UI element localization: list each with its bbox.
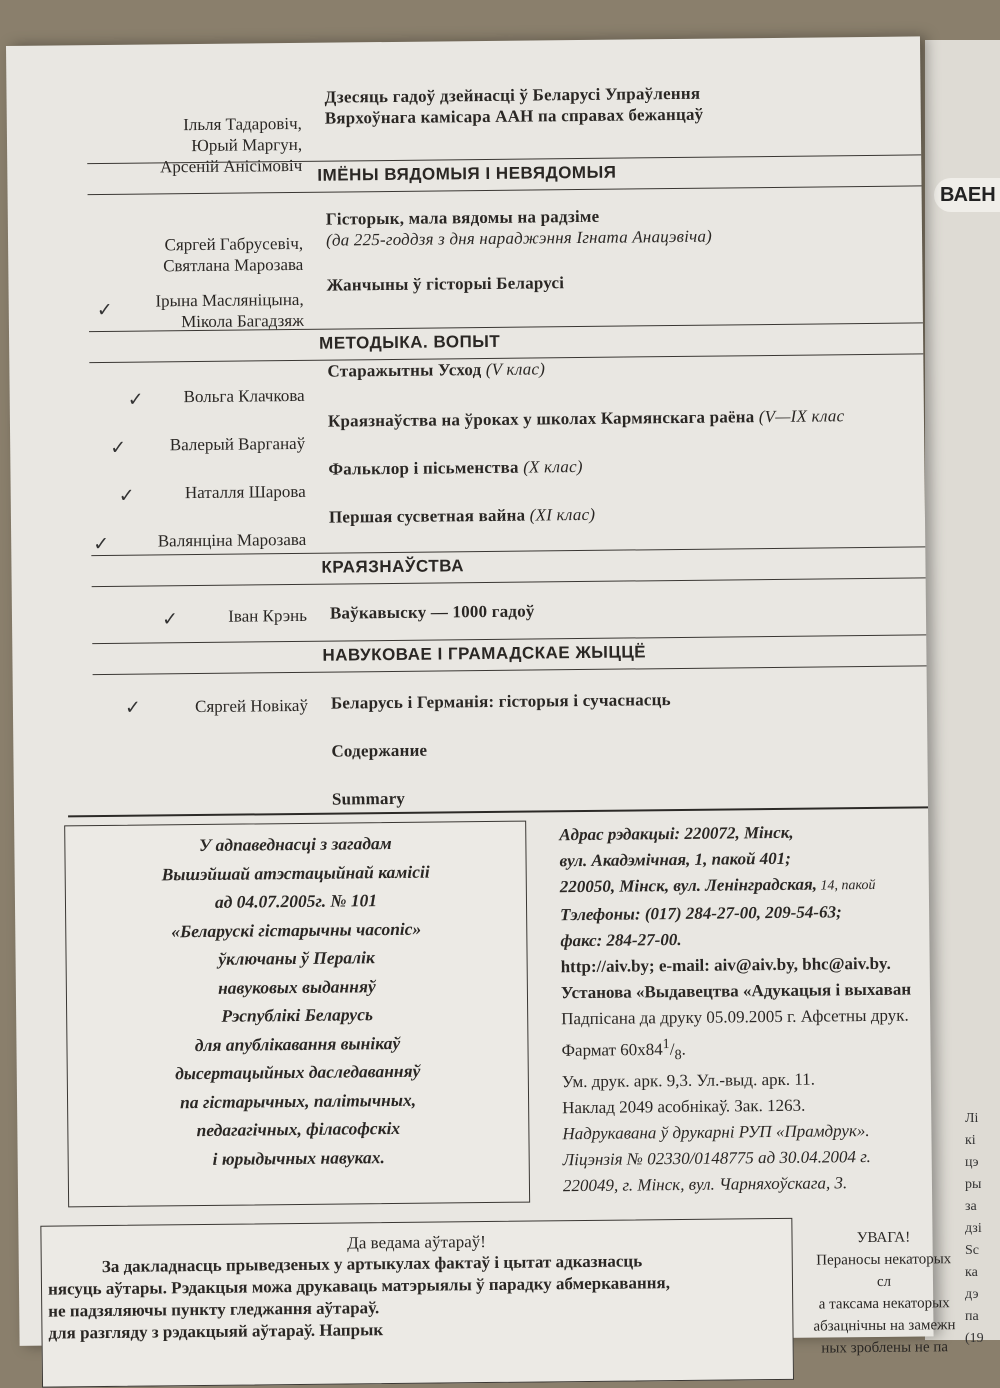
grade-note: (X клас) <box>523 456 583 477</box>
author-name: Наталля Шарова <box>184 481 306 503</box>
title-text: Старажытны Усход <box>327 360 482 381</box>
printing-address: 220049, г. Мінск, вул. Чарняхоўскага, 3. <box>562 1173 848 1196</box>
authors-notice-box <box>40 1218 794 1388</box>
notice-title: Да ведама аўтараў! <box>347 1232 487 1253</box>
entry-authors <box>88 233 303 277</box>
entry-title <box>326 205 712 251</box>
printing-house: Надрукавана ў друкарні РУП «Прамдрук». <box>562 1121 870 1144</box>
title-text: Краязнаўства на ўроках у школах Кармянскага раёна <box>327 407 755 431</box>
notice-text: для разгляду з рэдакцыяй аўтараў. Напрык <box>48 1320 384 1343</box>
format-sup: 1 <box>662 1036 670 1053</box>
notice-line: дысертацыйных даследаванняў <box>175 1060 421 1084</box>
editorial-address: вул. Акадэмічная, 1, пакой 401; <box>559 848 791 871</box>
notice-line: ўключаны ў Пералік <box>218 947 375 969</box>
attention-title: УВАГА! <box>856 1229 911 1247</box>
title-line: Дзесяць гадоў дзейнасці ў Беларусі Упраўлення <box>324 83 701 107</box>
entry-title: Ваўкавыску — 1000 гадоў <box>329 601 535 623</box>
author-name: Іван Крэнь <box>228 605 308 626</box>
grade-note: (XI клас) <box>529 504 596 525</box>
adjacent-line: (19 <box>965 1331 984 1346</box>
editorial-address <box>560 870 940 902</box>
attention-line: абзацнічны на замежн <box>813 1317 956 1335</box>
fax: факс: 284-27-00. <box>560 929 682 951</box>
section-title: КРАЯЗНАЎСТВА <box>321 556 465 577</box>
adjacent-line: кі <box>965 1133 976 1148</box>
section-title: НАВУКОВАЕ І ГРАМАДСКАЕ ЖЫЦЦЁ <box>322 642 647 665</box>
notice-text: За дакладнасць прыведзеных у артыкулах фактаў і цытат адказнасць <box>101 1251 643 1277</box>
checkmark-icon: ✓ <box>127 388 144 411</box>
notice-text: нясуць аўтары. Рэдакцыя можа друкаваць матэрыялы ў парадку абмеркавання, <box>47 1273 671 1299</box>
author-name: Сяргей Габрусевіч, <box>164 233 304 255</box>
attention-note <box>808 1226 959 1360</box>
adjacent-line: ры <box>965 1177 982 1192</box>
adjacent-page-text <box>965 1108 984 1350</box>
checkmark-icon: ✓ <box>110 436 127 459</box>
notice-line: Вышэйшай атэстацыйнай камісіі <box>161 861 430 884</box>
author-name: Валянціна Марозава <box>157 529 307 551</box>
entry-title: Жанчыны ў гісторыі Беларусі <box>326 273 565 295</box>
author-name: Вольга Клачкова <box>183 385 305 407</box>
notice-line: «Беларускі гістарычны часопіс» <box>171 918 422 941</box>
web-and-email: http://aiv.by; e-mail: aiv@aiv.by, bhc@aiv.by. <box>560 953 891 977</box>
author-name: Валерый Варганаў <box>169 433 306 455</box>
adjacent-line: Лі <box>965 1111 979 1126</box>
entry-title <box>329 504 595 528</box>
imprint-block <box>559 818 943 1199</box>
attention-line: Пераносы некаторых сл <box>816 1251 952 1290</box>
adjacent-page-badge: ВАЕН <box>934 178 1000 212</box>
notice-line: У адпаведнасці з загадам <box>198 833 392 856</box>
format-info: Фармат $60х84^1/_8$. <box>561 1036 686 1064</box>
notice-line: педагагічных, філасофскіх <box>196 1117 401 1141</box>
notice-line: навуковых выданняў <box>217 975 376 998</box>
section-title: МЕТОДЫКА. ВОПЫТ <box>319 331 501 353</box>
entry-title: Содержание <box>331 740 428 761</box>
title-text: Фальклор і пісьменства <box>328 457 519 479</box>
journal-page <box>6 36 956 1357</box>
adjacent-line: ка <box>965 1265 978 1280</box>
notice-line: Рэспублікі Беларусь <box>221 1004 373 1026</box>
notice-text: не падзяляючы пункту гледжання аўтараў. <box>48 1298 380 1321</box>
notice-line: па гістарычных, палітычных, <box>179 1089 417 1112</box>
editorial-address: Адрас рэдакцыі: 220072, Мінск, <box>559 822 794 845</box>
author-name: Святлана Марозава <box>163 254 304 276</box>
author-name: Ільля Тадаровіч, <box>183 113 302 135</box>
adjacent-line: за <box>965 1199 977 1214</box>
checkmark-icon: ✓ <box>96 298 113 322</box>
format-text: Фармат 60х84 <box>561 1039 663 1060</box>
author-name: Сяргей Новікаў <box>194 695 309 717</box>
address-text: 14, пакой <box>816 877 876 894</box>
attention-line: ных зроблены не па <box>821 1339 949 1357</box>
checkmark-icon: ✓ <box>93 532 110 556</box>
title-line: Вярхоўнага камісара ААН па справах бежанцаў <box>324 104 704 128</box>
entry-authors <box>89 289 304 333</box>
entry-title <box>327 358 545 381</box>
author-name: Арсеній Анісімовіч <box>160 155 303 177</box>
entry-title: Summary <box>331 788 406 809</box>
author-name: Мікола Багадзяж <box>181 310 304 332</box>
checkmark-icon: ✓ <box>124 696 141 719</box>
adjacent-line: дзі <box>965 1221 982 1236</box>
section-header <box>91 546 925 587</box>
adjacent-line: цэ <box>965 1155 979 1170</box>
grade-note: (V—IX клас <box>758 406 845 427</box>
entry-title <box>328 456 582 480</box>
print-info: Падпісана да друку 05.09.2005 г. Афсетны друк. <box>561 1005 909 1029</box>
author-name: Юрый Маргун, <box>191 134 303 156</box>
print-run: Наклад 2049 асобнікаў. Зак. 1263. <box>562 1095 806 1118</box>
notice-line: і юрыдычных навуках. <box>212 1146 385 1169</box>
address-text: 220050, Мінск, вул. Ленінградская, <box>559 874 818 897</box>
divider <box>68 806 928 817</box>
title-text: Першая сусветная вайна <box>328 505 526 527</box>
notice-line: для апублікавання вынікаў <box>194 1032 401 1055</box>
phones: Тэлефоны: (017) 284-27-00, 209-54-63; <box>560 902 842 925</box>
grade-note: (V клас) <box>485 359 546 379</box>
entry-title: Беларусь і Германія: гісторыя і сучаснасць <box>330 690 671 713</box>
format-sub: 8 <box>674 1047 682 1064</box>
title-line: Гісторык, мала вядомы на радзіме <box>325 206 600 229</box>
author-name: Ірына Масляніцына, <box>155 289 304 311</box>
checkmark-icon: ✓ <box>118 484 135 507</box>
entry-title <box>328 405 845 431</box>
adjacent-line: Sc <box>965 1243 979 1258</box>
checkmark-icon: ✓ <box>161 608 179 631</box>
publisher: Установа «Выдавецтва «Адукацыя і выхаван <box>560 979 912 1003</box>
notice-line: ад 04.07.2005г. № 101 <box>214 890 378 912</box>
entry-title <box>324 83 703 129</box>
attention-line: а таксама некаторых <box>818 1295 950 1313</box>
vak-notice-box <box>64 821 530 1208</box>
section-header <box>92 634 926 675</box>
license: Ліцэнзія № 02330/0148775 ад 30.04.2004 г. <box>562 1147 871 1170</box>
print-info: Ум. друк. арк. 9,3. Ул.-выд. арк. 11. <box>561 1069 816 1092</box>
adjacent-line: па <box>965 1309 979 1324</box>
adjacent-line: дэ <box>965 1287 979 1302</box>
title-subtitle: (да 225-годдзя з дня нараджэння Ігната Анацэвіча) <box>325 226 713 250</box>
section-title: ІМЁНЫ ВЯДОМЫЯ І НЕВЯДОМЫЯ <box>317 162 617 185</box>
